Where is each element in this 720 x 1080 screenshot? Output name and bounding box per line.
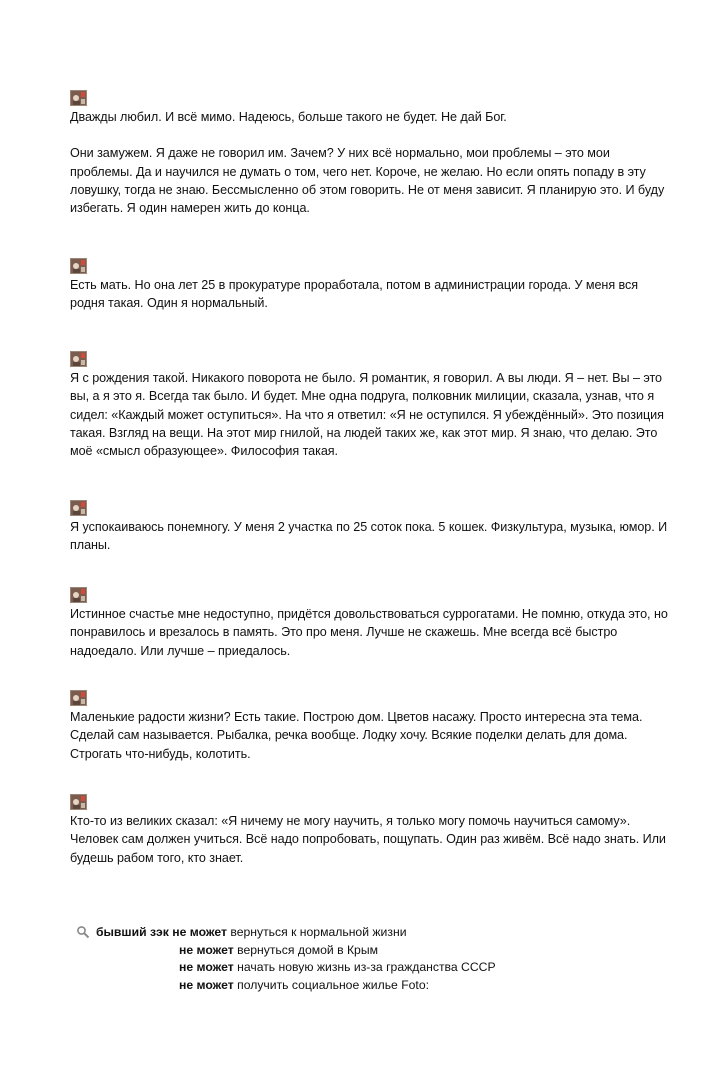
search-query-rest: вернуться к нормальной жизни (226, 925, 407, 939)
entry-3 (70, 351, 670, 460)
entry-text: Есть мать. Но она лет 25 в прокуратуре проработала, потом в администрации города. У меня вся родня такая. Один я нормальный. (70, 278, 639, 311)
search-suggestion[interactable] (76, 959, 496, 977)
user-avatar-icon (70, 794, 87, 810)
user-avatar-icon (70, 587, 87, 603)
entry-text: Дважды любил. И всё мимо. Надеюсь, больше такого не будет. Не дай Бог. (70, 110, 507, 124)
entry-6 (70, 690, 670, 763)
entry-text: Я с рождения такой. Никакого поворота не было. Я романтик, я говорил. А вы люди. Я – нет. Вы – это вы, а я это я. Всегда так было. И будет. Мне одна подруга, полковник милиции, сказала, узнав, что я сидел: «Каждый может оступиться». На что я ответил: «Я не оступился. Я убеждённый». Это позиция такая. Взгляд на вещи. На этот мир гнилой, на людей таких же, как этот мир. Я знаю, что делаю. Это моё «смысл образующее». Философия такая. (70, 371, 664, 459)
entry-text: Маленькие радости жизни? Есть такие. Построю дом. Цветов насажу. Просто интересна эта тема. Сделай сам называется. Рыбалка, речка вообще. Лодку хочу. Всякие поделки делать для дома. Строгать что-нибудь, колотить. (70, 710, 643, 761)
entry-4 (70, 500, 670, 555)
entry-text: Истинное счастье мне недоступно, придётся довольствоваться суррогатами. Не помню, откуда это, но понравилось и врезалось в память. Это про меня. Лучше не скажешь. Мне всегда всё быстро надоедало. Или лучше – приедалось. (70, 607, 668, 658)
user-avatar-icon (70, 690, 87, 706)
search-suggestion[interactable] (76, 977, 496, 995)
entry-7 (70, 794, 670, 867)
suggestion-bold: не может (179, 977, 234, 992)
user-avatar-icon (70, 258, 87, 274)
entry-text: Кто-то из великих сказал: «Я ничему не могу научить, я только могу помочь научиться самому». Человек сам должен учиться. Всё надо попробовать, пощупать. Один раз живём. Всё надо знать. Или будешь рабом того, кто знает. (70, 814, 666, 865)
suggestion-rest: получить социальное жилье Foto: (233, 977, 429, 992)
magnifier-icon (76, 925, 90, 939)
suggestion-rest: начать новую жизнь из-за гражданства СССР (233, 960, 496, 974)
suggestion-bold: не может (179, 942, 234, 957)
search-suggestion[interactable] (76, 942, 496, 960)
suggestion-bold: не может (179, 960, 234, 974)
entry-5 (70, 587, 670, 660)
search-query-bold: бывший зэк не может (96, 925, 227, 939)
entry-text: Я успокаиваюсь понемногу. У меня 2 участка по 25 соток пока. 5 кошек. Физкультура, музыка, юмор. И планы. (70, 520, 668, 553)
search-suggestions (76, 924, 496, 994)
user-avatar-icon (70, 90, 87, 106)
user-avatar-icon (70, 351, 87, 367)
suggestion-rest: вернуться домой в Крым (233, 942, 378, 957)
entry-text: Они замужем. Я даже не говорил им. Зачем? У них всё нормально, мои проблемы – это мои проблемы. Да и научился не думать о том, чего нет. Короче, не желаю. Но если опять попаду в эту ловушку, тогда не знаю. Бессмысленно об этом говорить. Не от меня зависит. Я планирую это. И буду избегать. Я один намерен жить до конца. (70, 146, 665, 216)
entry-1 (70, 90, 670, 217)
user-avatar-icon (70, 500, 87, 516)
search-query[interactable] (76, 924, 496, 942)
entry-2 (70, 258, 670, 313)
